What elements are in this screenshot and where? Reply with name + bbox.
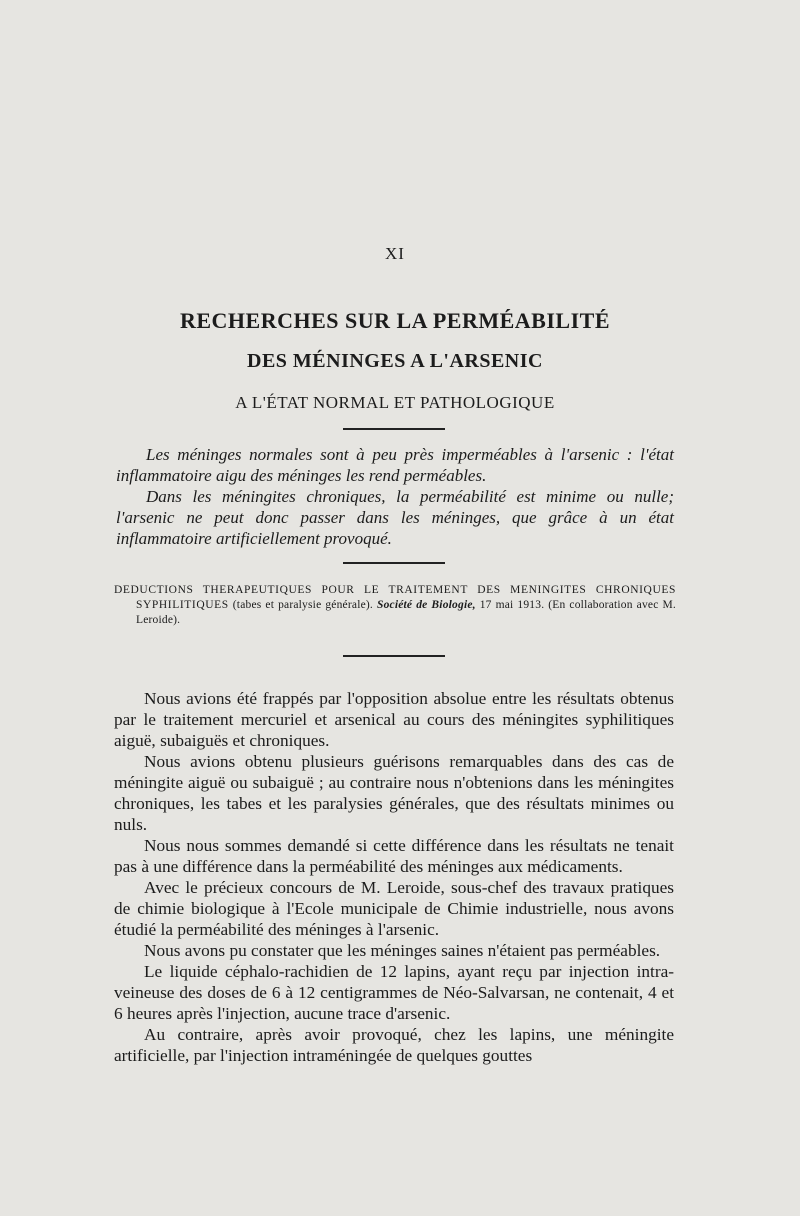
abstract-paragraph: Dans les méningites chroniques, la perméabilité est minime ou nulle; l'arsenic ne peut donc passer dans les méninges, que grâce à un état inflammatoire artificiellement provoqué. xyxy=(116,487,674,548)
publication-reference xyxy=(114,583,676,628)
body-paragraph: Nous avons pu constater que les méninges saines n'étaient pas perméables. xyxy=(144,941,661,960)
body-paragraph: Nous avions obtenu plusieurs guérisons remarquables dans des cas de méningite aiguë ou subaiguë ; au contraire nous n'obtenions dans les méningites chroniques, les tabes et les paralysies générales, que des résultats minimes ou nuls. xyxy=(114,752,674,834)
divider-rule xyxy=(343,562,445,564)
divider-rule xyxy=(343,428,445,430)
body-paragraph: Avec le précieux concours de M. Leroide, sous-chef des travaux pratiques de chimie biologique à l'Ecole municipale de Chimie industrielle, nous avons étudié la perméabilité des méninges à l'arsenic. xyxy=(114,878,674,939)
body-text xyxy=(114,688,674,1066)
chapter-number: XI xyxy=(385,244,405,263)
title-line-1: RECHERCHES SUR LA PERMÉABILITÉ xyxy=(179,308,611,333)
title-line-3: A L'ÉTAT NORMAL ET PATHOLOGIQUE xyxy=(235,393,555,412)
reference-date: 17 mai 1913. (En collaboration avec M. Leroide). xyxy=(136,599,676,626)
body-paragraph: Nous avions été frappés par l'opposition absolue entre les résultats obtenus par le traitement mercuriel et arsenical au cours des méningites syphilitiques aiguë, subaiguës et chroniques. xyxy=(114,689,674,750)
abstract xyxy=(116,444,674,549)
body-paragraph: Au contraire, après avoir provoqué, chez les lapins, une méningite artificielle, par l'injection intraméningée de quelques gouttes xyxy=(114,1025,674,1065)
body-paragraph: Le liquide céphalo-rachidien de 12 lapins, ayant reçu par injection intra-veineuse des doses de 6 à 12 centigrammes de Néo-Salvarsan, ne contenait, 4 et 6 heures après l'injection, aucune trace d'arsenic. xyxy=(114,962,674,1023)
abstract-paragraph: Les méninges normales sont à peu près imperméables à l'arsenic : l'état inflammatoire aigu des méninges les rend perméables. xyxy=(116,445,674,485)
divider-rule xyxy=(343,655,445,657)
title-line-2: DES MÉNINGES A L'ARSENIC xyxy=(247,350,543,372)
reference-journal: Société de Biologie, xyxy=(376,599,476,611)
reference-heading: DEDUCTIONS THERAPEUTIQUES POUR LE TRAITEMENT DES MENINGITES CHRONIQUES SYPHILITIQUES xyxy=(114,584,676,611)
body-paragraph: Nous nous sommes demandé si cette différence dans les résultats ne tenait pas à une différence dans la perméabilité des méninges aux médicaments. xyxy=(114,836,674,876)
reference-detail: (tabes et paralysie générale). xyxy=(232,599,373,611)
